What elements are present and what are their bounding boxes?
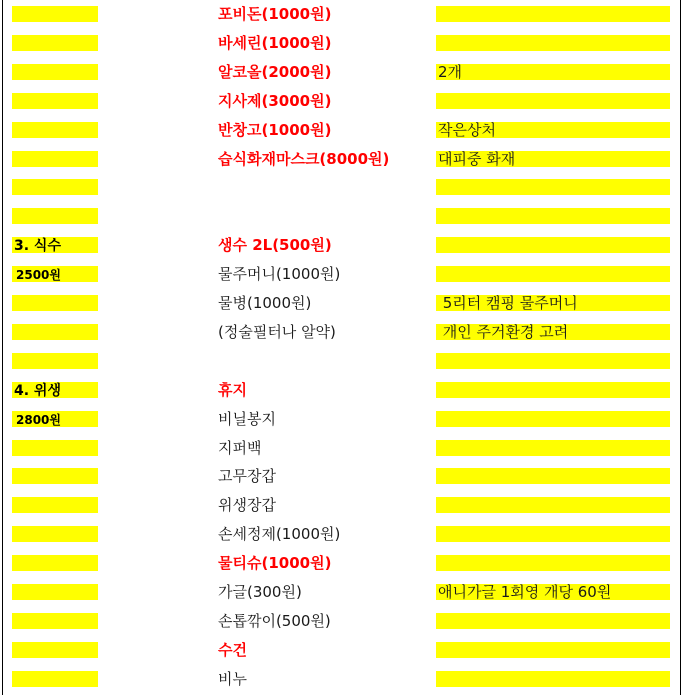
category-price: 2800원 — [16, 412, 61, 427]
highlight-bar — [12, 6, 98, 22]
table-row — [0, 462, 685, 490]
category-cell — [12, 491, 98, 519]
highlight-bar — [12, 526, 98, 542]
note-cell — [436, 202, 670, 230]
highlight-bar — [12, 613, 98, 629]
item-cell — [216, 462, 421, 490]
item-cell — [216, 607, 421, 635]
table-row — [0, 29, 685, 57]
note-cell — [436, 145, 670, 173]
highlight-bar — [436, 237, 670, 253]
category-price — [12, 66, 16, 80]
item-cell — [216, 0, 421, 28]
category-price — [12, 210, 16, 224]
highlight-bar — [436, 671, 670, 687]
category-price — [12, 615, 16, 629]
category-price — [12, 326, 16, 340]
item-cell — [216, 665, 421, 693]
highlight-bar — [12, 35, 98, 51]
category-cell — [12, 520, 98, 548]
item-cell — [216, 87, 421, 115]
note-cell — [436, 58, 670, 86]
note-cell — [436, 462, 670, 490]
highlight-bar — [12, 179, 98, 195]
category-price — [12, 37, 16, 51]
table-row — [0, 58, 685, 86]
highlight-bar — [12, 64, 98, 80]
item-note — [436, 496, 438, 514]
item-note — [436, 236, 438, 254]
category-price — [12, 153, 16, 167]
highlight-bar — [12, 208, 98, 224]
note-cell — [436, 405, 670, 433]
category-price — [12, 442, 16, 456]
note-cell — [436, 289, 670, 317]
highlight-bar — [436, 64, 670, 80]
category-price — [12, 673, 16, 687]
item-cell — [216, 202, 421, 230]
item-name: 포비돈(1000원) — [218, 5, 332, 23]
item-cell — [216, 578, 421, 606]
item-note — [436, 670, 438, 688]
category-price — [12, 528, 16, 542]
category-cell — [12, 231, 98, 259]
item-note — [436, 467, 438, 485]
category-price: 2500원 — [16, 268, 61, 283]
note-cell — [436, 491, 670, 519]
table-row — [0, 347, 685, 375]
category-price — [12, 355, 16, 369]
item-cell — [216, 29, 421, 57]
highlight-bar — [436, 208, 670, 224]
highlight-bar — [12, 440, 98, 456]
note-cell — [436, 549, 670, 577]
highlight-bar — [12, 151, 98, 167]
item-cell — [216, 318, 421, 346]
item-name: 손세정제(1000원) — [218, 525, 341, 544]
item-name: 손톱깎이(500원) — [218, 611, 331, 630]
item-note: 대피중 화재 — [438, 149, 516, 168]
item-note: 애니가글 1회영 개당 60원 — [438, 583, 612, 601]
note-cell — [436, 607, 670, 635]
item-note — [436, 554, 438, 572]
item-name — [216, 207, 218, 225]
table-row — [0, 173, 685, 201]
item-name: 바세린(1000원) — [218, 33, 332, 52]
highlight-bar — [12, 584, 98, 600]
table-row — [0, 289, 685, 317]
highlight-bar — [436, 613, 670, 629]
highlight-bar — [436, 642, 670, 658]
category-price — [12, 586, 16, 600]
item-note — [436, 410, 438, 428]
item-name — [216, 178, 218, 196]
note-cell — [436, 434, 670, 462]
item-name: 비닐봉지 — [218, 409, 276, 428]
category-cell — [12, 318, 98, 346]
item-name: 물병(1000원) — [218, 294, 312, 312]
item-name: 물주머니(1000원) — [218, 265, 341, 284]
item-name: 비누 — [218, 669, 247, 688]
note-cell — [436, 87, 670, 115]
item-note: 개인 주거환경 고려 — [438, 322, 569, 341]
category-cell — [12, 462, 98, 490]
item-name: 고무장갑 — [218, 467, 276, 486]
note-cell — [436, 636, 670, 664]
note-cell — [436, 260, 670, 288]
table-row — [0, 231, 685, 259]
note-cell — [436, 665, 670, 693]
category-cell — [12, 58, 98, 86]
item-cell — [216, 491, 421, 519]
highlight-bar — [12, 642, 98, 658]
item-cell — [216, 173, 421, 201]
table-row — [0, 318, 685, 346]
table-row — [0, 405, 685, 433]
item-note — [436, 439, 438, 457]
highlight-bar — [12, 497, 98, 513]
table-row — [0, 520, 685, 548]
category-cell — [12, 87, 98, 115]
item-cell — [216, 405, 421, 433]
category-price — [12, 470, 16, 484]
category-price — [12, 181, 16, 195]
category-price — [12, 557, 16, 571]
category-cell — [12, 578, 98, 606]
highlight-bar — [436, 35, 670, 51]
item-note — [436, 352, 438, 370]
table-row — [0, 578, 685, 606]
table-row — [0, 0, 685, 28]
table-row — [0, 145, 685, 173]
item-name: 습식화재마스크(8000원) — [218, 149, 390, 168]
note-cell — [436, 318, 670, 346]
item-name: 알코올(2000원) — [218, 62, 332, 81]
note-cell — [436, 578, 670, 606]
table-row — [0, 491, 685, 519]
item-cell — [216, 636, 421, 664]
item-cell — [216, 58, 421, 86]
item-name: 수건 — [218, 640, 247, 659]
table-row — [0, 549, 685, 577]
highlight-bar — [436, 526, 670, 542]
item-cell — [216, 376, 421, 404]
category-cell — [12, 434, 98, 462]
highlight-bar — [436, 382, 670, 398]
item-note — [436, 34, 438, 52]
note-cell — [436, 116, 670, 144]
table-row — [0, 434, 685, 462]
item-note — [436, 178, 438, 196]
table-row — [0, 607, 685, 635]
category-cell — [12, 289, 98, 317]
item-name: 지퍼백 — [218, 438, 262, 457]
item-name: 휴지 — [218, 380, 247, 399]
highlight-bar — [12, 353, 98, 369]
table-row — [0, 202, 685, 230]
category-price — [12, 499, 16, 513]
highlight-bar — [436, 440, 670, 456]
category-price — [12, 124, 16, 138]
table-row — [0, 116, 685, 144]
note-cell — [436, 231, 670, 259]
item-cell — [216, 145, 421, 173]
item-cell — [216, 434, 421, 462]
highlight-bar — [12, 671, 98, 687]
item-note: 작은상처 — [438, 120, 496, 139]
category-cell — [12, 376, 98, 404]
category-cell — [12, 116, 98, 144]
highlight-bar — [436, 468, 670, 484]
item-cell — [216, 549, 421, 577]
table-row — [0, 260, 685, 288]
note-cell — [436, 347, 670, 375]
category-price — [12, 297, 16, 311]
category-price — [12, 95, 16, 109]
highlight-bar — [12, 93, 98, 109]
category-price — [12, 8, 16, 22]
category-cell — [12, 607, 98, 635]
highlight-bar — [436, 93, 670, 109]
item-note — [436, 525, 438, 543]
item-name: 가글(300원) — [218, 583, 302, 601]
highlight-bar — [436, 353, 670, 369]
item-note: 5리터 캠핑 물주머니 — [438, 294, 578, 312]
highlight-bar — [436, 411, 670, 427]
item-name: 지사제(3000원) — [218, 91, 332, 110]
category-cell — [12, 347, 98, 375]
highlight-bar — [436, 266, 670, 282]
item-note — [436, 381, 438, 399]
item-name: 위생장갑 — [218, 496, 276, 515]
highlight-bar — [12, 122, 98, 138]
note-cell — [436, 173, 670, 201]
category-cell — [12, 29, 98, 57]
category-cell — [12, 202, 98, 230]
item-note: 2개 — [438, 62, 463, 81]
highlight-bar — [436, 497, 670, 513]
item-cell — [216, 116, 421, 144]
table-row — [0, 87, 685, 115]
item-name: 생수 2L(500원) — [218, 236, 332, 255]
table-row — [0, 636, 685, 664]
highlight-bar — [12, 555, 98, 571]
table-row — [0, 376, 685, 404]
item-note — [436, 92, 438, 110]
note-cell — [436, 376, 670, 404]
item-note — [436, 612, 438, 630]
note-cell — [436, 0, 670, 28]
highlight-bar — [436, 179, 670, 195]
item-cell — [216, 260, 421, 288]
item-note — [436, 641, 438, 659]
note-cell — [436, 520, 670, 548]
category-cell — [12, 145, 98, 173]
category-cell — [12, 260, 98, 288]
category-cell — [12, 665, 98, 693]
category-price — [12, 644, 16, 658]
item-name: (정술필터나 알약) — [218, 322, 336, 341]
item-name — [216, 352, 218, 370]
item-name: 반창고(1000원) — [218, 120, 332, 139]
highlight-bar — [12, 468, 98, 484]
category-cell — [12, 636, 98, 664]
item-note — [436, 207, 438, 225]
category-label: 3. 식수 — [14, 238, 61, 255]
item-cell — [216, 231, 421, 259]
category-cell — [12, 405, 98, 433]
item-name: 물티슈(1000원) — [218, 554, 332, 573]
item-cell — [216, 347, 421, 375]
highlight-bar — [436, 6, 670, 22]
highlight-bar — [436, 555, 670, 571]
category-cell — [12, 0, 98, 28]
table-row — [0, 665, 685, 693]
category-label: 4. 위생 — [14, 382, 61, 399]
highlight-bar — [12, 324, 98, 340]
item-note — [436, 5, 438, 23]
item-note — [436, 265, 438, 283]
note-cell — [436, 29, 670, 57]
category-cell — [12, 549, 98, 577]
highlight-bar — [12, 295, 98, 311]
item-cell — [216, 520, 421, 548]
item-cell — [216, 289, 421, 317]
category-cell — [12, 173, 98, 201]
